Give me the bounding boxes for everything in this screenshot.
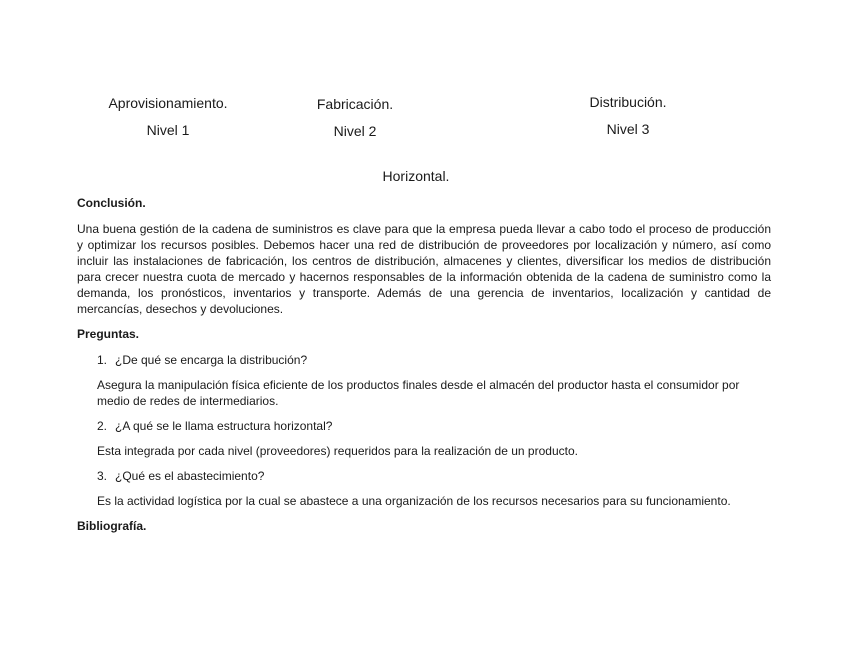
questions-heading: Preguntas. bbox=[77, 327, 140, 341]
question-text: ¿Qué es el abastecimiento? bbox=[115, 469, 265, 483]
level-1-label: Nivel 1 bbox=[146, 122, 190, 138]
question-text: ¿A qué se le llama estructura horizontal? bbox=[115, 419, 333, 433]
question-number: 3. bbox=[97, 469, 108, 483]
question-item bbox=[97, 352, 771, 409]
level-3-label: Nivel 3 bbox=[606, 121, 650, 137]
bibliography-heading: Bibliografía. bbox=[77, 519, 147, 533]
answer-text: Asegura la manipulación física eficiente de los productos finales desde el almacén del productor hasta el consumidor por medio de redes de intermediarios. bbox=[97, 378, 740, 408]
level-2-name: Fabricación. bbox=[316, 96, 394, 112]
level-1-column bbox=[88, 95, 248, 139]
level-1-name: Aprovisionamiento. bbox=[108, 95, 228, 111]
answer-text: Es la actividad logística por la cual se abastece a una organización de los recursos necesarios para su funcionamiento. bbox=[97, 494, 731, 508]
conclusion-paragraph: Una buena gestión de la cadena de suministros es clave para que la empresa pueda llevar a cabo todo el proceso de producción y optimizar los recursos posibles. Debemos hacer una red de distribución de proveedores por localización y número, así como incluir las instalaciones de fabricación, los centros de distribución, almacenes y clientes, diversificar los medios de distribución para crecer nuestra cuota de mercado y hacernos responsables de la información obtenida de la cadena de suministro como la demanda, los pronósticos, inventarios y transporte. Además de una gerencia de inventarios, localización y cantidad de mercancías, desechos y devoluciones. bbox=[77, 222, 771, 316]
questions-list bbox=[77, 352, 771, 509]
document-body bbox=[77, 195, 771, 544]
orientation-label: Horizontal. bbox=[382, 168, 450, 184]
question-text: ¿De qué se encarga la distribución? bbox=[115, 353, 308, 367]
question-number: 1. bbox=[97, 353, 108, 367]
question-item bbox=[97, 468, 771, 509]
level-2-column bbox=[275, 96, 435, 140]
question-number: 2. bbox=[97, 419, 108, 433]
level-3-name: Distribución. bbox=[589, 94, 667, 110]
level-3-column bbox=[548, 94, 708, 138]
level-2-label: Nivel 2 bbox=[333, 123, 377, 139]
conclusion-heading: Conclusión. bbox=[77, 196, 146, 210]
question-item bbox=[97, 418, 771, 459]
answer-text: Esta integrada por cada nivel (proveedores) requeridos para la realización de un producto. bbox=[97, 444, 578, 458]
